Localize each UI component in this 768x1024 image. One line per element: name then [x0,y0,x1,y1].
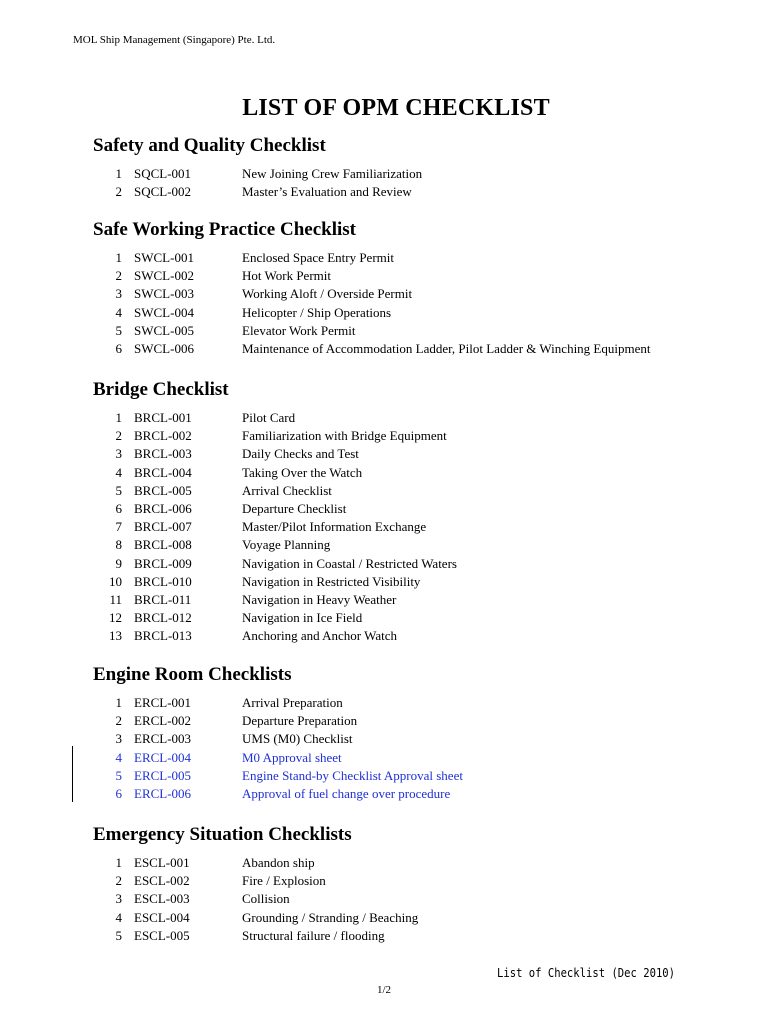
company-header: MOL Ship Management (Singapore) Pte. Ltd. [73,34,276,46]
item-code: SWCL-002 [134,268,194,284]
item-code: BRCL-005 [134,482,192,498]
item-code: BRCL-004 [134,464,192,480]
checklist-row-revised [0,785,768,803]
item-code: ERCL-005 [134,767,192,783]
item-code: BRCL-010 [134,573,192,589]
item-number: 4 [115,304,122,320]
item-number: 12 [109,610,122,626]
item-code: BRCL-006 [134,500,192,516]
checklist-row [0,927,768,945]
item-code: SQCL-002 [134,184,192,200]
checklist-row [0,165,768,183]
item-number: 5 [115,322,122,338]
checklist-row [0,573,768,591]
checklist-row [0,712,768,730]
item-code: SWCL-005 [134,322,194,338]
item-number: 3 [115,446,122,462]
checklist-row-revised [0,749,768,767]
revision-change-bar [72,746,73,802]
checklist-rows [0,409,768,645]
item-code: BRCL-012 [134,610,192,626]
item-description: Maintenance of Accommodation Ladder, Pilot Ladder & Winching Equipment [242,340,651,356]
item-number: 8 [115,537,122,553]
item-description: Arrival Checklist [242,482,332,498]
item-code: SWCL-004 [134,304,194,320]
item-description: Pilot Card [242,410,296,425]
item-code: SWCL-006 [134,340,194,356]
item-description: Grounding / Stranding / Beaching [242,909,419,925]
checklist-row [0,872,768,890]
item-code: BRCL-008 [134,537,192,553]
checklist-row [0,627,768,645]
item-code: ESCL-002 [134,873,190,889]
section-heading: Engine Room Checklists [93,664,292,685]
item-code: BRCL-003 [134,446,192,462]
item-number: 1 [115,250,122,265]
item-number: 2 [115,873,122,889]
checklist-row [0,536,768,554]
item-number: 2 [115,184,122,200]
item-description: Hot Work Permit [242,268,331,284]
checklist-row [0,304,768,322]
item-number: 6 [115,500,122,516]
item-code: SWCL-003 [134,286,194,302]
item-code: ESCL-004 [134,909,190,925]
item-number: 3 [115,286,122,302]
item-description: Daily Checks and Test [242,446,359,462]
checklist-row [0,267,768,285]
item-description: Enclosed Space Entry Permit [242,250,394,265]
checklist-row [0,249,768,267]
item-description: M0 Approval sheet [242,749,342,765]
item-description: Master’s Evaluation and Review [242,184,412,200]
item-number: 7 [115,519,122,535]
item-number: 2 [115,268,122,284]
item-number: 10 [109,573,122,589]
checklist-row [0,285,768,303]
item-number: 6 [115,340,122,356]
item-number: 4 [115,749,122,765]
item-number: 13 [109,628,122,644]
item-description: Familiarization with Bridge Equipment [242,428,447,444]
item-number: 4 [115,909,122,925]
item-code: ESCL-005 [134,927,190,943]
checklist-row [0,909,768,927]
item-code: SQCL-001 [134,166,192,181]
item-code: ERCL-003 [134,731,192,747]
item-description: Voyage Planning [242,537,331,553]
checklist-row [0,890,768,908]
document-reference: List of Checklist (Dec 2010) [497,966,676,980]
item-code: BRCL-007 [134,519,192,535]
item-code: ERCL-006 [134,785,192,801]
item-code: ESCL-001 [134,855,190,870]
item-description: Departure Preparation [242,713,358,729]
checklist-row [0,555,768,573]
section-heading: Safe Working Practice Checklist [93,219,356,240]
item-description: Navigation in Coastal / Restricted Waters [242,555,457,571]
checklist-row [0,730,768,748]
page-title: LIST OF OPM CHECKLIST [242,95,550,121]
checklist-row [0,482,768,500]
item-description: Taking Over the Watch [242,464,363,480]
item-number: 9 [115,555,122,571]
item-number: 1 [115,695,122,710]
item-description: Master/Pilot Information Exchange [242,519,427,535]
item-code: BRCL-001 [134,410,192,425]
item-description: Elevator Work Permit [242,322,356,338]
item-code: BRCL-009 [134,555,192,571]
item-description: Collision [242,891,290,907]
item-description: Fire / Explosion [242,873,326,889]
item-number: 3 [115,891,122,907]
checklist-rows [0,854,768,945]
section-heading: Safety and Quality Checklist [93,135,326,156]
checklist-row [0,409,768,427]
item-description: Abandon ship [242,855,315,870]
checklist-row-revised [0,767,768,785]
checklist-row [0,609,768,627]
item-number: 6 [115,785,122,801]
item-code: ERCL-001 [134,695,192,710]
item-description: Working Aloft / Overside Permit [242,286,413,302]
item-number: 4 [115,464,122,480]
item-number: 2 [115,428,122,444]
item-description: Helicopter / Ship Operations [242,304,392,320]
item-description: Departure Checklist [242,500,347,516]
item-description: Arrival Preparation [242,695,343,710]
checklist-row [0,183,768,201]
item-code: BRCL-013 [134,628,192,644]
item-number: 1 [115,855,122,870]
checklist-row [0,322,768,340]
item-code: ERCL-002 [134,713,192,729]
item-description: Navigation in Restricted Visibility [242,573,421,589]
checklist-row [0,427,768,445]
item-code: BRCL-002 [134,428,192,444]
item-number: 1 [115,410,122,425]
item-description: Navigation in Ice Field [242,610,363,626]
checklist-row [0,500,768,518]
item-number: 5 [115,482,122,498]
item-number: 5 [115,927,122,943]
checklist-row [0,694,768,712]
checklist-row [0,591,768,609]
checklist-row [0,854,768,872]
checklist-row [0,464,768,482]
item-number: 1 [115,166,122,181]
checklist-rows [0,694,768,803]
item-code: BRCL-011 [134,591,192,607]
item-number: 3 [115,731,122,747]
item-number: 11 [109,591,122,607]
item-description: Navigation in Heavy Weather [242,591,397,607]
item-description: Structural failure / flooding [242,927,385,943]
page-number: 1/2 [376,984,392,996]
item-description: New Joining Crew Familiarization [242,166,423,181]
checklist-rows [0,165,768,201]
item-code: SWCL-001 [134,250,194,265]
checklist-row [0,445,768,463]
item-number: 5 [115,767,122,783]
checklist-row [0,340,768,358]
item-description: UMS (M0) Checklist [242,731,353,747]
item-description: Anchoring and Anchor Watch [242,628,398,644]
item-description: Engine Stand-by Checklist Approval sheet [242,767,463,783]
checklist-rows [0,249,768,358]
section-heading: Bridge Checklist [93,379,229,400]
item-code: ERCL-004 [134,749,192,765]
item-description: Approval of fuel change over procedure [242,785,451,801]
item-number: 2 [115,713,122,729]
section-heading: Emergency Situation Checklists [93,824,352,845]
item-code: ESCL-003 [134,891,190,907]
checklist-row [0,518,768,536]
